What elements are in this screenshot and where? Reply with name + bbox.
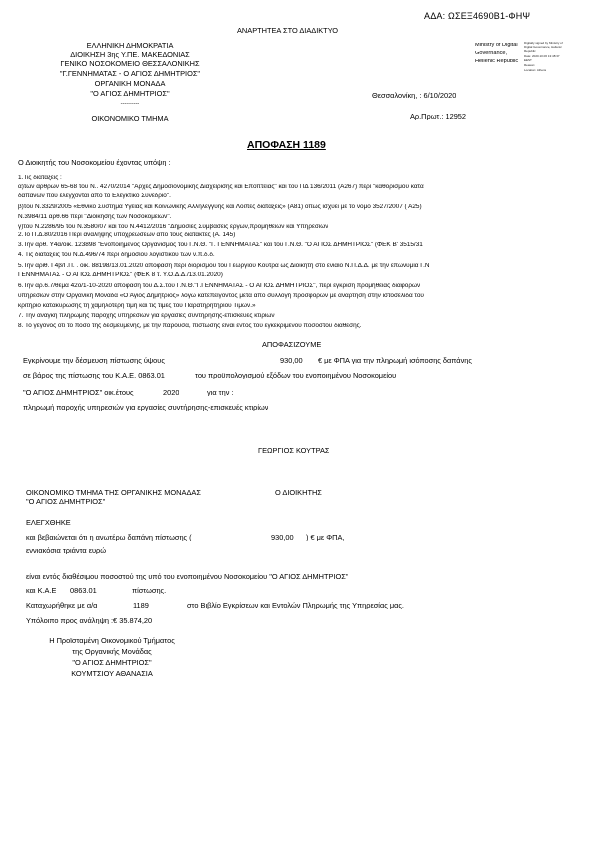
consideration-line: γ)του Ν.2286/95 του Ν.3580/07 και του Ν.4412/2016 "Δημόσιες Συμβάσεις έργων,προμηθειών και Υπηρεσιών	[18, 224, 329, 230]
signature-detail: Republic	[524, 49, 536, 53]
approval-text: του προϋπολογισμού εξόδων του ενοποιημένου Νοσοκομείου	[195, 372, 397, 380]
org-line: ΓΕΝΙΚΟ ΝΟΣΟΚΟΜΕΙΟ ΘΕΣΣΑΛΟΝΙΚΗΣ	[60, 59, 200, 68]
verification-text: Καταχωρήθηκε με α/α	[26, 602, 98, 610]
signature-detail: EEST	[524, 58, 532, 62]
org-line: ΔΙΟΙΚΗΣΗ 3ης Υ.ΠΕ. ΜΑΚΕΔΟΝΙΑΣ	[70, 50, 190, 59]
checked-heading: ΕΛΕΓΧΘΗΚΕ	[26, 519, 71, 527]
consideration-line: 4. Τις διατάξεις του Ν.Δ.496/74 περί δημοσίου λογιστικού των ν.π.δ.δ.	[18, 252, 215, 258]
signature-left-line: Governance,	[475, 51, 508, 56]
org-line: ΟΡΓΑΝΙΚΗ ΜΟΝΑΔΑ	[94, 79, 166, 88]
verification-text: πίστωσης.	[132, 587, 167, 595]
decision-title: ΑΠΟΦΑΣΗ 1189	[247, 140, 326, 151]
verification-entry-number: 1189	[133, 602, 149, 610]
consideration-line: ΓΕΝΝΗΜΑΤΑΣ - Ο ΑΓΙΟΣ ΔΗΜΗΤΡΙΟΣ" (ΦΕΚ 8 τ. Υ.Ο.Δ.Δ./13.01.2020)	[18, 272, 223, 278]
signature-detail: Date: 2020.10.06 13:48:37	[524, 54, 560, 58]
signature-detail: Reason:	[524, 63, 536, 67]
posting-note: ΑΝΑΡΤΗΤΕΑ ΣΤΟ ΔΙΑΔΙΚΤΥΟ	[237, 27, 338, 35]
intro-text: Ο Διοικητής του Νοσοκομείου έχοντας υπόψη :	[18, 159, 171, 167]
org-line: ΟΙΚΟΝΟΜΙΚΟ ΤΜΗΜΑ	[91, 114, 169, 123]
consideration-line: υπηρεσιών στην Οργανική Μονάδα «Ο Άγιος Δημήτριος» λόγω κατεπείγοντος μετά από συλλογή προσφορών με ανάρτηση στην ιστοσελίδα του	[18, 293, 424, 299]
head-of-finance-line: Η Προϊσταμένη Οικονομικού Τμήματος	[49, 636, 175, 645]
verification-text: είναι εντός διαθέσιμου ποσοστού της υπό του ενοποιημένου Νοσοκομείου "Ο ΑΓΙΟΣ ΔΗΜΗΤΡΙΟΣ"	[26, 573, 349, 581]
consideration-line: 7. Την ανάγκη πληρωμής παροχής υπηρεσιών για εργασίες συντήρησης-επισκευές κτιρίων	[18, 313, 275, 319]
consideration-line: κριτήριο κατακύρωσης τη χαμηλότερη τιμή και τις τιμές του Παρατηρητηρίου Τιμών.»	[18, 303, 256, 309]
signature-detail: Digital Governance, Hellenic	[524, 45, 562, 49]
consideration-line: 6.Την αρ.6.7/θέμα 42ο/1-10-2020 απόφαση του Δ.Σ.του Γ.Ν.Θ."Γ.ΓΕΝΝΗΜΑΤΑΣ - Ο ΑΓΙΟΣ ΔΗΜΗΤΡΙΟΣ", περί έγκριση προμήθειας διαφόρων	[18, 283, 421, 289]
verification-kae: 0863.01	[70, 587, 97, 595]
verification-text: ) € με ΦΠΑ,	[306, 534, 345, 542]
verification-text: και Κ.Α.Ε	[26, 587, 57, 595]
head-of-finance-line: "Ο ΑΓΙΟΣ ΔΗΜΗΤΡΙΟΣ"	[72, 658, 152, 667]
signer-name: ΓΕΩΡΓΙΟΣ ΚΟΥΤΡΑΣ	[258, 447, 330, 455]
consideration-line: 1.Τις διατάξεις :	[18, 175, 62, 181]
verification-amount: 930,00	[271, 534, 294, 542]
verification-text: και βεβαιώνεται ότι η ανωτέρω δαπάνη πίστωσης (	[26, 534, 192, 542]
consideration-line: Ν.3984/11 αρθ.66 περί "Διοίκησης των Νοσοκομείων".	[18, 214, 172, 220]
consideration-line: α)των άρθρων 65-68 του Ν.. 4270/2014 "Αρχές Δημοσιονομικής Διαχείρισης και Εποπτείας" και του ΠΔ 136/2011 (Α267) περί "καθορισμού κατά	[18, 184, 424, 190]
approval-amount: 930,00	[280, 357, 303, 365]
signature-left-line: Hellenic Republic	[475, 59, 519, 64]
approval-text: Εγκρίνουμε την δέσμευση πίστωσης ύψους	[23, 357, 165, 365]
director-label: Ο ΔΙΟΙΚΗΤΗΣ	[275, 489, 322, 497]
signature-detail: Location: Athens	[524, 68, 547, 72]
finance-dept-line: ΟΙΚΟΝΟΜΙΚΟ ΤΜΗΜΑ ΤΗΣ ΟΡΓΑΝΙΚΗΣ ΜΟΝΑΔΑΣ	[26, 489, 201, 497]
consideration-line: 3.Την αρθ. Υ4α/οικ. 123898 "Ενοποιημένος Οργανισμός του Γ.Ν.Θ. "Γ. ΓΕΝΝΗΜΑΤΑΣ" και του Γ.Ν.Θ. "Ο ΑΓΙΟΣ ΔΗΜΗΤΡΙΟΣ" (ΦΕΚ Β' 3515/31	[18, 242, 423, 248]
approval-text: για την :	[207, 389, 234, 397]
approval-text: σε βάρος της πίστωσης του Κ.Α.Ε. 0863.01	[23, 372, 165, 380]
approval-year: 2020	[163, 389, 180, 397]
approval-purpose: πληρωμή παροχής υπηρεσιών για εργασίες συντήρησης-επισκευές κτιρίων	[23, 404, 269, 412]
head-of-finance-name: ΚΟΥΜΤΣΙΟΥ ΑΘΑΝΑΣΙΑ	[71, 669, 153, 678]
consideration-line: δαπανών που ελέγχονται από το Ελεγκτικό Συνέδριο".	[18, 193, 171, 199]
signature-left-line: Ministry of Digital	[475, 43, 518, 48]
org-line: "Γ.ΓΕΝΝΗΜΑΤΑΣ - Ο ΑΓΙΟΣ ΔΗΜΗΤΡΙΟΣ"	[59, 69, 201, 78]
approval-text: "Ο ΑΓΙΟΣ ΔΗΜΗΤΡΙΟΣ" οικ.έτους	[23, 389, 134, 397]
finance-dept-line: "Ο ΑΓΙΟΣ ΔΗΜΗΤΡΙΟΣ"	[26, 498, 106, 506]
approval-text: € με ΦΠΑ για την πληρωμή ισόποσης δαπάνης	[318, 357, 472, 365]
signature-detail: Digitally signed by Ministry of	[524, 41, 563, 45]
org-line: ΕΛΛΗΝΙΚΗ ΔΗΜΟΚΡΑΤΙΑ	[86, 41, 174, 50]
protocol-number: Αρ.Πρωτ.: 12952	[410, 113, 467, 121]
consideration-line: β)του Ν.3329/2005 «Εθνικό Σύστημα Υγείας και Κοινωνικής Αλληλεγγύης και Λοιπές διατάξεις» (Α81) όπως ισχύει με το νόμο 3527/2007 ( Α25)	[18, 204, 422, 210]
head-of-finance-line: της Οργανικής Μονάδας	[72, 647, 152, 656]
decide-heading: ΑΠΟΦΑΣΙΖΟΥΜΕ	[262, 341, 322, 349]
verification-text: στο Βιβλίο Εγκρίσεων και Εντολών Πληρωμής της Υπηρεσίας μας.	[187, 602, 404, 610]
org-line: "Ο ΑΓΙΟΣ ΔΗΜΗΤΡΙΟΣ"	[90, 89, 170, 98]
consideration-line: 5.Την αριθ. Γ4β/Γ.Π. . οικ. 88198/13.01.2020 απόφαση περί διορισμού του Γεώργιου Κούτρα ως Διοικητή στο ενιαίο Ν.Π.Δ.Δ. με την επωνυμία Γ.Ν	[18, 263, 430, 269]
consideration-line: 8. Το γεγονός ότι το ποσό της δεσμευμένης, με την παρούσα, πίστωσης είναι εντός του εγκεκριμένου ποσοστού διάθεσης.	[18, 323, 362, 329]
place-date: Θεσσαλονίκη, : 6/10/2020	[372, 92, 457, 100]
verification-amount-words: εννιακόσια τριάντα ευρώ	[26, 547, 107, 555]
verification-balance: Υπόλοιπο προς ανάληψη :€ 35.874,20	[26, 617, 153, 625]
org-separator: ----------	[120, 101, 140, 107]
consideration-line: 2.Το Π.Δ.80/2016 Περί ανάληψης υποχρεώσεων από τους διατάκτες (Α. 145)	[18, 232, 236, 238]
ada-number: ΑΔΑ: ΩΣΕΞ4690Β1-ΦΗΨ	[424, 12, 531, 21]
